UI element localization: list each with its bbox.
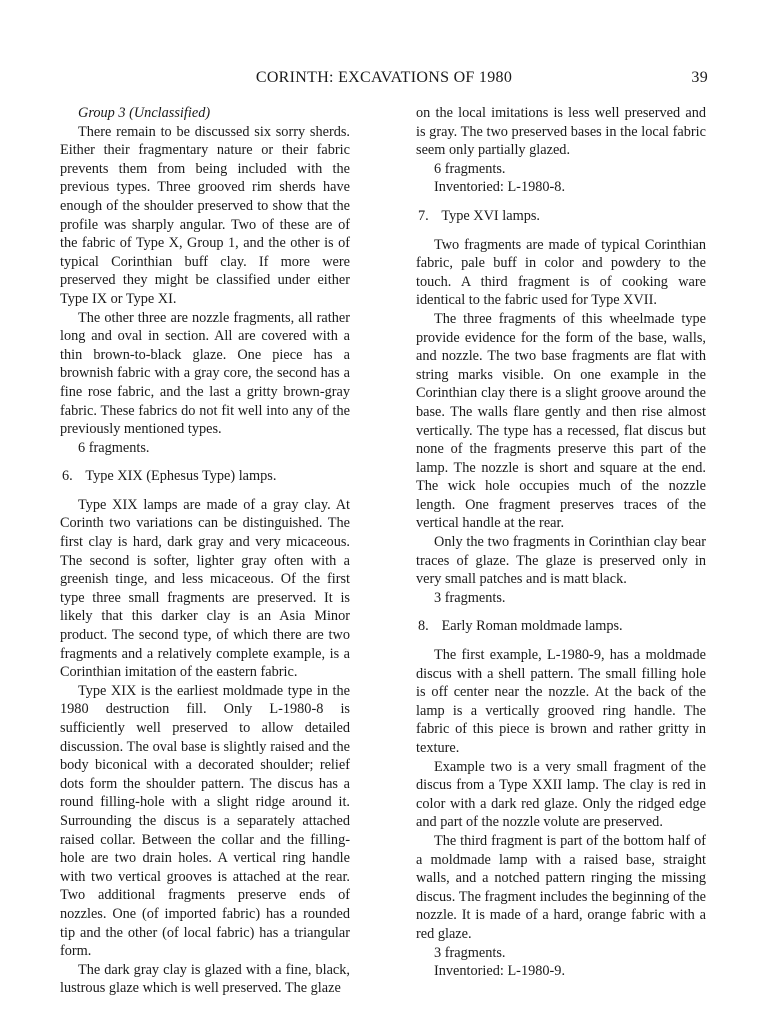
section-8-paragraph-3: The third fragment is part of the bottom half of a moldmade lamp with a raised base, straight walls, and a notched pattern ringing the missing discus. The fragment includes the beginning of the nozzle. It is made of a hard, orange fabric with a red glaze. — [416, 832, 706, 942]
running-header — [60, 69, 708, 93]
section-6-heading — [60, 467, 350, 486]
section-7-paragraph-2: The three fragments of this wheelmade type provide evidence for the form of the base, walls, and nozzle. The two base fragments are flat with string marks visible. On one example in the Corinthian clay there is a slight groove around the base. The walls flare gently and then rise almost vertically. The type has a recessed, flat discus but none of the fragments preserve this part of the lamp. The nozzle is short and square at the end. The wick hole occupies much of the nozzle length. One fragment preserves traces of the vertical handle at the rear. — [416, 310, 706, 532]
page-number: 39 — [691, 69, 708, 86]
section-6-inventory: Inventoried: L-1980-8. — [434, 179, 566, 196]
left-column — [60, 104, 350, 998]
section-6-count: 6 fragments. — [434, 160, 506, 177]
section-8-paragraph-1: The first example, L-1980-9, has a moldmade discus with a shell pattern. The small filling hole is off center near the nozzle. At the back of the lamp is a vertically grooved ring handle. The fabric of this piece is brown and rather gritty in texture. — [416, 647, 706, 756]
section-7-count: 3 fragments. — [434, 589, 506, 606]
section-8-paragraph-2: Example two is a very small fragment of the discus from a Type XXII lamp. The clay is red in color with a dark red glaze. Only the ridged edge and part of the nozzle volute are preserved. — [416, 758, 706, 831]
right-column — [416, 104, 706, 981]
section-6-paragraph-3: The dark gray clay is glazed with a fine, black, lustrous glaze which is well preserved. The glaze — [60, 961, 350, 997]
section-7-paragraph-1: Two fragments are made of typical Corinthian fabric, pale buff in color and powdery to the touch. A third fragment is of cooking ware identical to the fabric used for Type XVII. — [416, 236, 706, 309]
group3-paragraph-2: The other three are nozzle fragments, all rather long and oval in section. All are covered with a thin brown-to-black glaze. One piece has a brownish fabric with a gray core, the second has a fine rose fabric, and the last a gritty brown-gray fabric. These fabrics do not fit well into any of the previously mentioned types. — [60, 309, 350, 438]
group3-heading: Group 3 (Unclassified) — [78, 105, 211, 121]
running-title: CORINTH: EXCAVATIONS OF 1980 — [255, 69, 513, 86]
section-8-title: Early Roman moldmade lamps. — [441, 618, 623, 635]
section-6-paragraph-1: Type XIX lamps are made of a gray clay. At Corinth two variations can be distinguished. The first clay is hard, dark gray and very micaceous. The second is softer, lighter gray often with a greenish tinge, and less micaceous. Of the first type three small fragments are preserved. It is likely that this darker clay is an Asia Minor product. The second type, of which there are two fragments and a relatively complete example, is a Corinthian imitation of the eastern fabric. — [60, 496, 350, 681]
section-6-paragraph-2: Type XIX is the earliest moldmade type in the 1980 destruction fill. Only L-1980-8 is sufficiently well preserved to allow detailed discussion. The oval base is slightly raised and the body biconical with a decorated shoulder; relief dots form the shoulder pattern. The discus has a round filling-hole with a slight ridge around it. Surrounding the discus is a separately attached raised collar. Between the collar and the filling-hole are two drain holes. A vertical ring handle with two vertical grooves is attached at the rear. Two additional fragments preserve ends of nozzles. One (of imported fabric) has a rounded tip and the other (of local fabric) has a triangular form. — [60, 682, 350, 960]
section-8-heading — [416, 617, 706, 636]
group3-paragraph-1: There remain to be discussed six sorry sherds. Either their fragmentary nature or their fabric prevents them from being included with the previous types. Three grooved rim sherds have enough of the shoulder preserved to show that the profile was sharply angular. Two of these are of the fabric of Type X, Group 1, and the other is of typical Corinthian buff clay. If more were preserved they might be classified under either Type IX or Type XI. — [60, 123, 350, 307]
section-8-count: 3 fragments. — [434, 944, 506, 961]
section-6-number: 6. — [62, 468, 73, 485]
section-7-paragraph-3: Only the two fragments in Corinthian clay bear traces of glaze. The glaze is preserved only in very small patches and is matt black. — [416, 534, 706, 588]
section-7-number: 7. — [418, 207, 429, 224]
section-6-paragraph-3-continued: on the local imitations is less well preserved and is gray. The two preserved bases in the local fabric seem only partially glazed. — [416, 105, 706, 159]
section-7-title: Type XVI lamps. — [441, 207, 540, 224]
section-8-inventory: Inventoried: L-1980-9. — [434, 963, 566, 980]
group3-count: 6 fragments. — [78, 439, 150, 456]
section-7-heading — [416, 207, 706, 226]
section-8-number: 8. — [418, 618, 429, 635]
section-6-title: Type XIX (Ephesus Type) lamps. — [85, 468, 277, 485]
